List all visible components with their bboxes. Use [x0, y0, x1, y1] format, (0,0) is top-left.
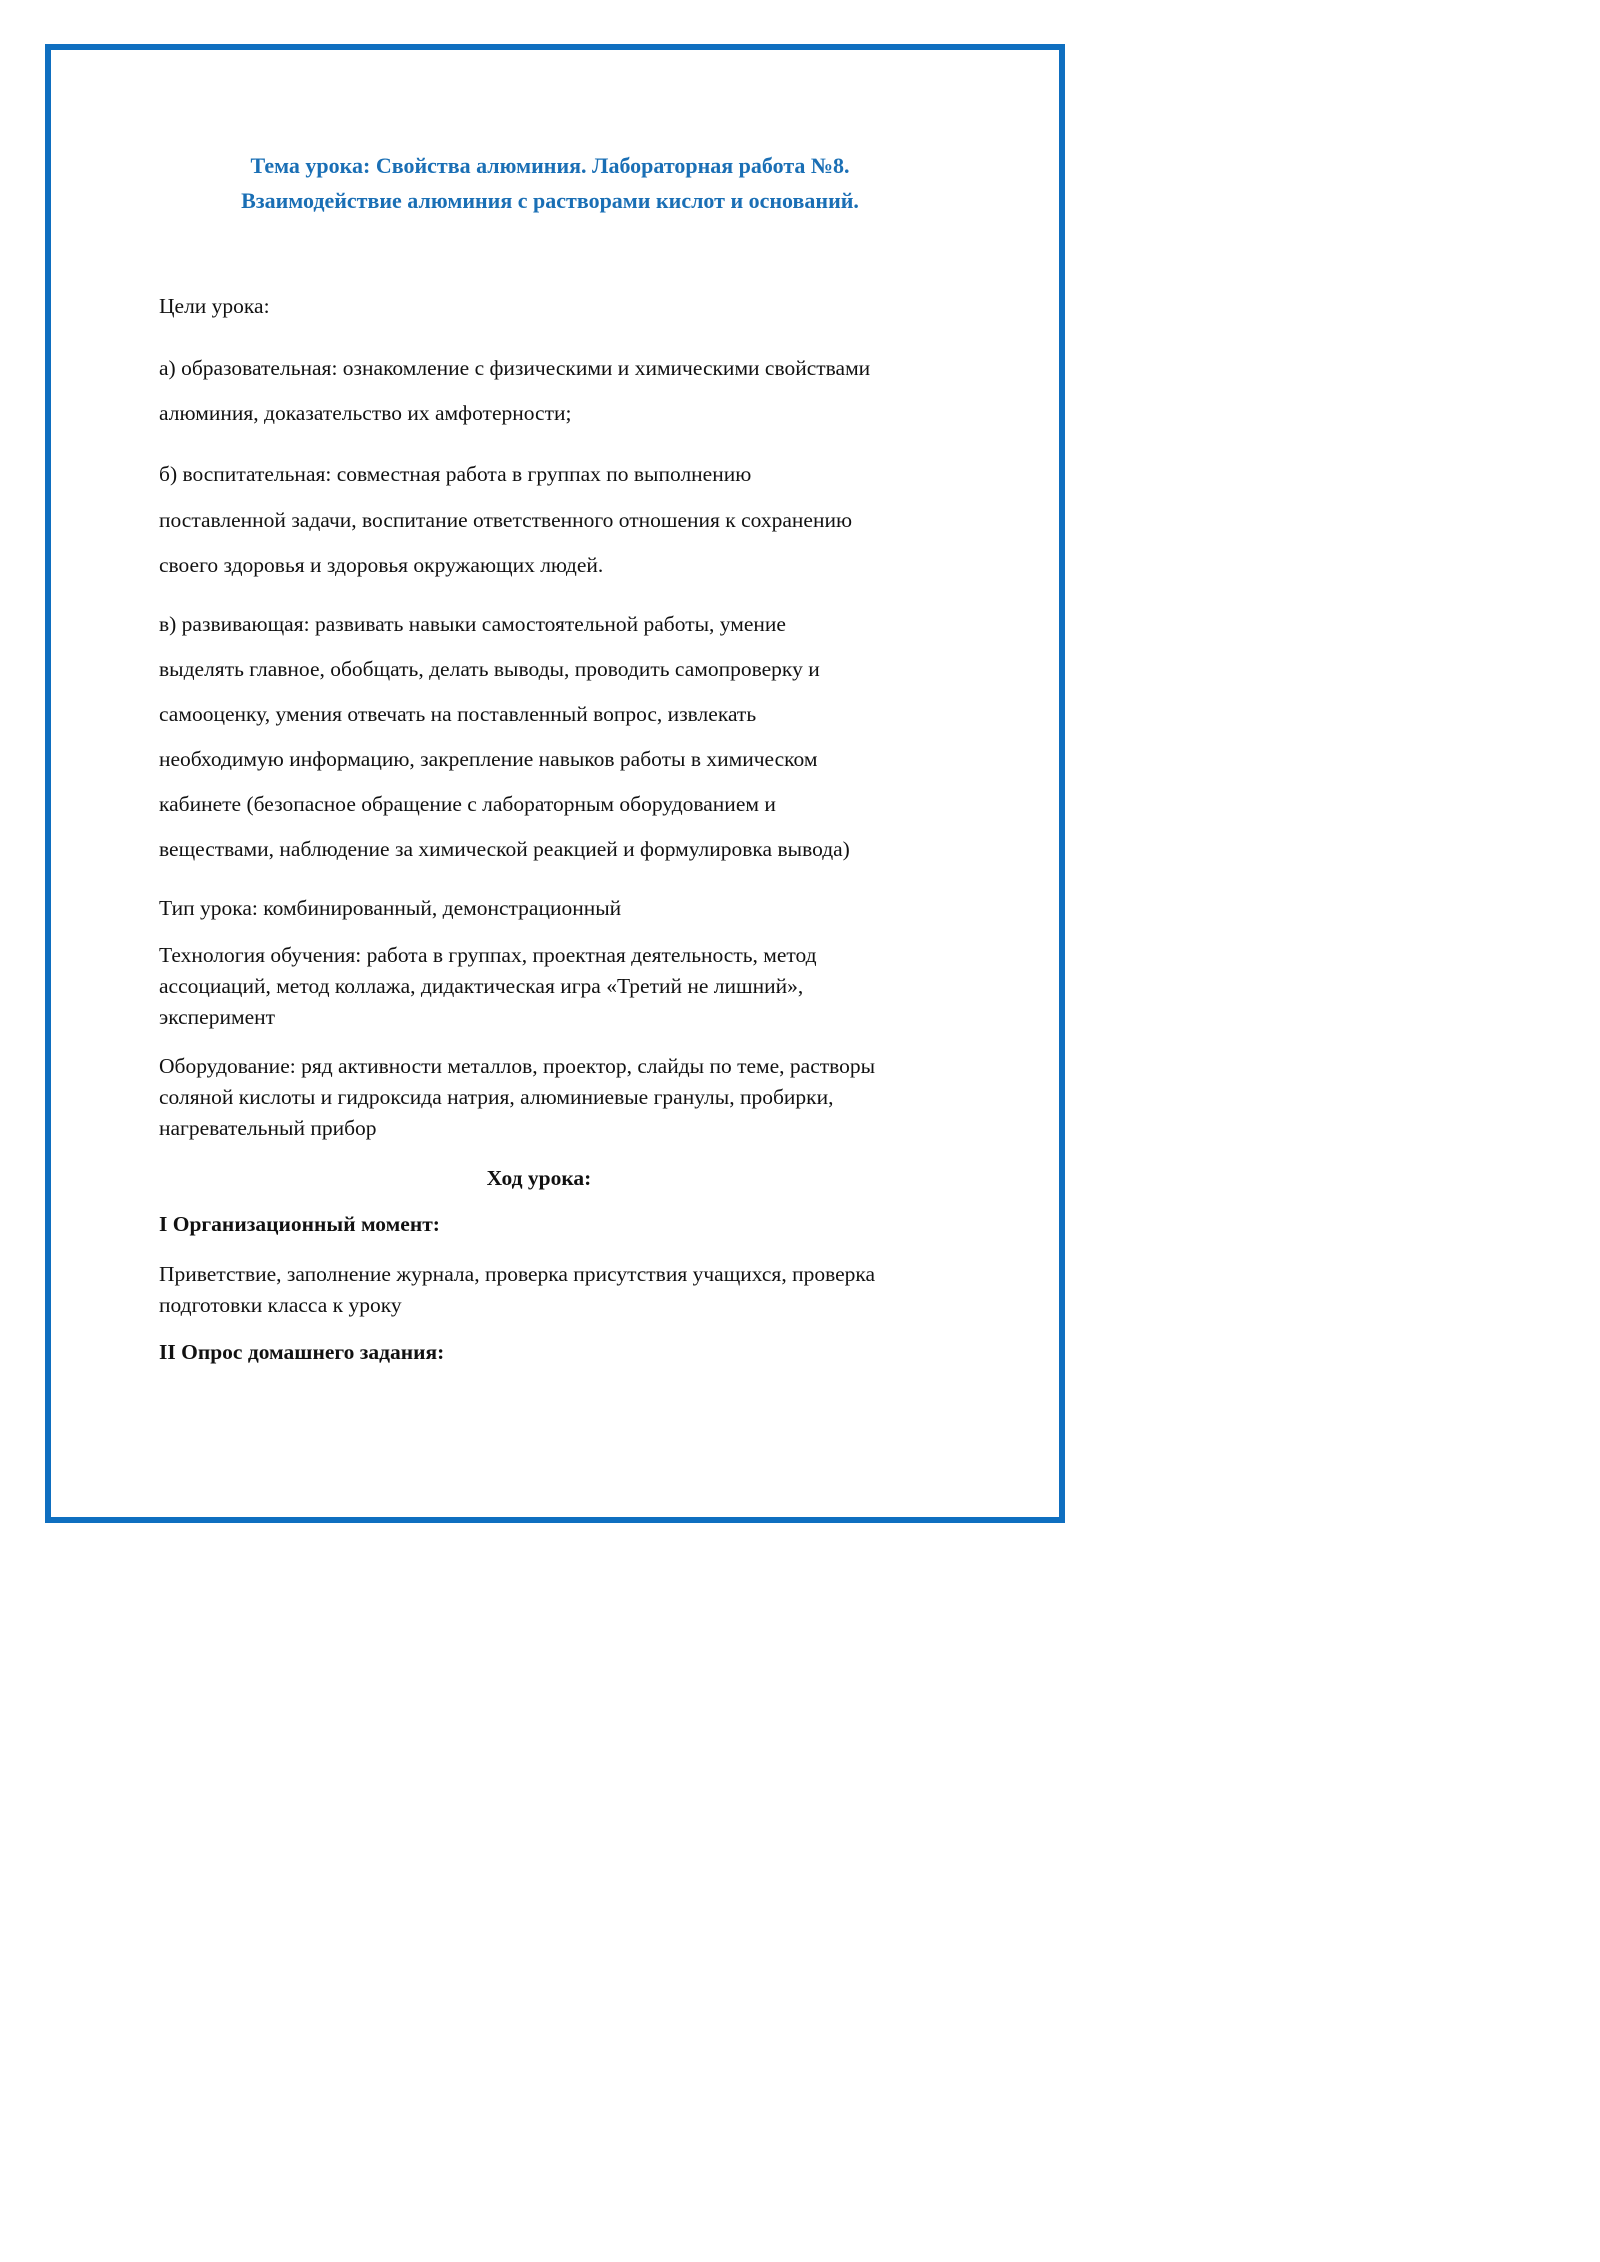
goals-heading: Цели урока: — [159, 294, 270, 318]
section-1-heading: I Организационный момент: — [159, 1212, 440, 1236]
section-1-line-2: подготовки класса к уроку — [159, 1293, 402, 1317]
equip-line-3: нагревательный прибор — [159, 1116, 377, 1140]
lesson-type: Тип урока: комбинированный, демонстрационный — [159, 896, 622, 920]
course-heading: Ход урока: — [486, 1166, 592, 1190]
goal-b-line-3: своего здоровья и здоровья окружающих людей. — [159, 553, 604, 577]
goal-a-line-2: алюминия, доказательство их амфотерности; — [159, 401, 572, 425]
lesson-title — [0, 148, 1100, 218]
title-line-2: Взаимодействие алюминия с растворами кислот и оснований. — [241, 188, 859, 213]
goal-c-line-2: выделять главное, обобщать, делать выводы, проводить самопроверку и — [159, 657, 820, 681]
section-2-heading: II Опрос домашнего задания: — [159, 1340, 445, 1364]
goal-c-line-1: в) развивающая: развивать навыки самостоятельной работы, умение — [159, 612, 786, 636]
goal-b-line-2: поставленной задачи, воспитание ответственного отношения к сохранению — [159, 508, 853, 532]
goal-c-line-3: самооценку, умения отвечать на поставленный вопрос, извлекать — [159, 702, 757, 726]
tech-line-1: Технология обучения: работа в группах, проектная деятельность, метод — [159, 943, 817, 967]
goal-b-line-1: б) воспитательная: совместная работа в группах по выполнению — [159, 462, 752, 486]
tech-line-2: ассоциаций, метод коллажа, дидактическая игра «Третий не лишний», — [159, 974, 804, 998]
title-line-1: Тема урока: Свойства алюминия. Лабораторная работа №8. — [250, 153, 850, 178]
tech-line-3: эксперимент — [159, 1005, 276, 1029]
section-1-line-1: Приветствие, заполнение журнала, проверка присутствия учащихся, проверка — [159, 1262, 876, 1286]
goal-c-line-5: кабинете (безопасное обращение с лабораторным оборудованием и — [159, 792, 776, 816]
goal-c-line-6: веществами, наблюдение за химической реакцией и формулировка вывода) — [159, 837, 850, 861]
goal-a-line-1: а) образовательная: ознакомление с физическими и химическими свойствами — [159, 356, 871, 380]
equip-line-1: Оборудование: ряд активности металлов, проектор, слайды по теме, растворы — [159, 1054, 876, 1078]
goal-c-line-4: необходимую информацию, закрепление навыков работы в химическом — [159, 747, 818, 771]
equip-line-2: соляной кислоты и гидроксида натрия, алюминиевые гранулы, пробирки, — [159, 1085, 834, 1109]
